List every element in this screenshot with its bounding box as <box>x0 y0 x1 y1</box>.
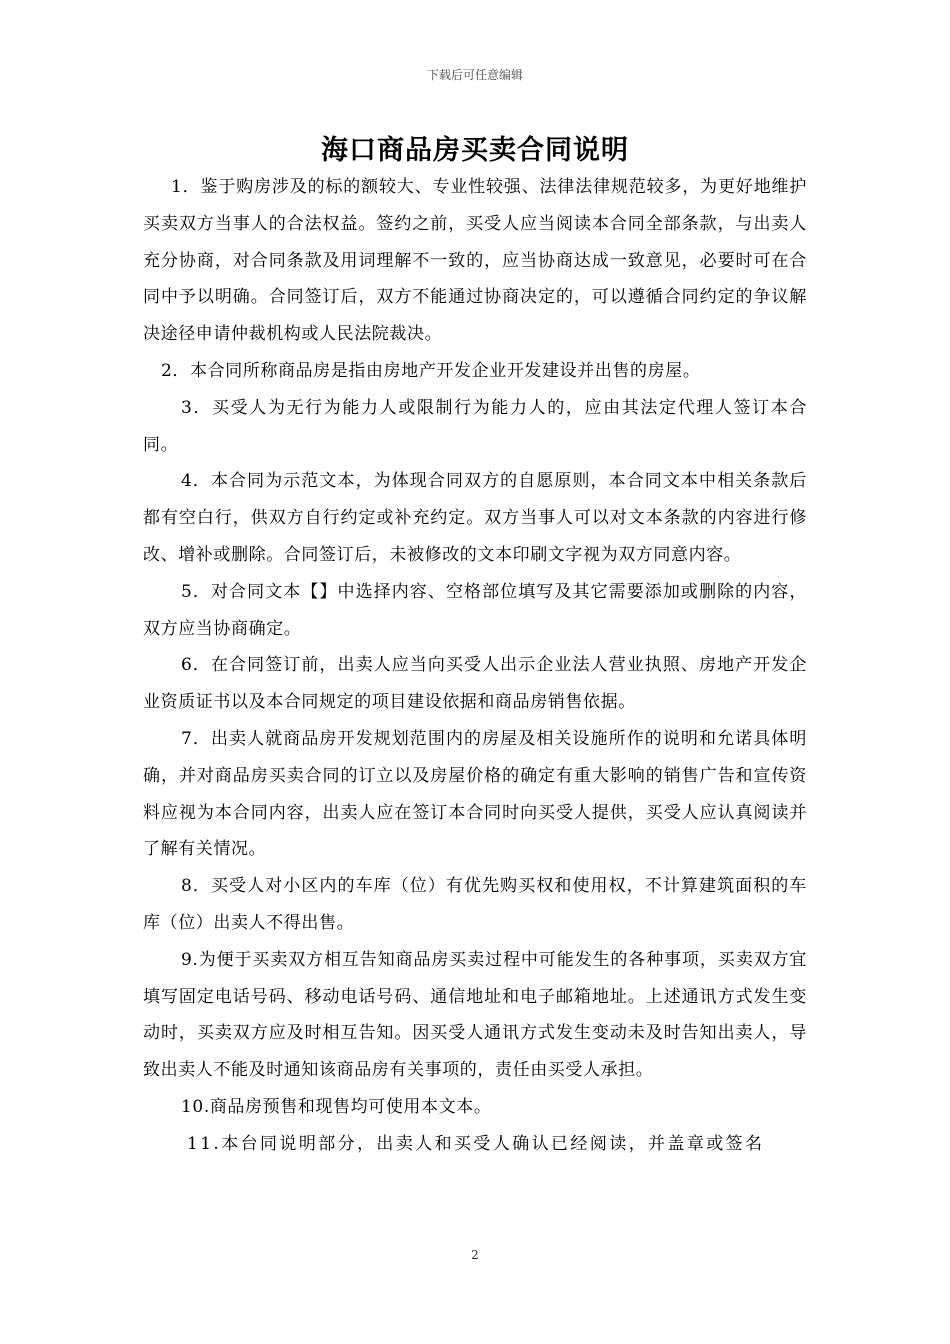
paragraph-5: 5．对合同文本【】中选择内容、空格部位填写及其它需要添加或删除的内容，双方应当协商确定。 <box>143 581 807 639</box>
page-number: 2 <box>471 1248 479 1262</box>
document-title: 海口商品房买卖合同说明 <box>321 135 629 166</box>
paragraph-8: 8．买受人对小区内的车库（位）有优先购买权和使用权，不计算建筑面积的车库（位）出卖人不得出售。 <box>143 876 807 933</box>
paragraph-10: 10.商品房预售和现售均可使用本文本。 <box>181 1096 492 1117</box>
paragraph-3: 3．买受人为无行为能力人或限制行为能力人的，应由其法定代理人签订本合同。 <box>143 397 807 455</box>
paragraph-11: 11.本台同说明部分，出卖人和买受人确认已经阅读，并盖章或签名 <box>187 1133 765 1154</box>
paragraph-1: 1．鉴于购房涉及的标的额较大、专业性较强、法律法律规范较多，为更好地维护买卖双方当事人的合法权益。签约之前，买受人应当阅读本合同全部条款，与出卖人充分协商，对合同条款及用词理解不一致的，应当协商达成一致意见，必要时可在合同中予以明确。合同签订后，双方不能通过协商决定的，可以遵循合同约定的争议解决途径申请仲裁机构或人民法院裁决。 <box>143 177 807 345</box>
paragraph-2: 2．本合同所称商品房是指由房地产开发企业开发建设并出售的房屋。 <box>161 360 701 381</box>
paragraph-9: 9.为便于买卖双方相互告知商品房买卖过程中可能发生的各种事项，买卖双方宜填写固定电话号码、移动电话号码、通信地址和电子邮箱地址。上述通讯方式发生变动时，买卖双方应及时相互告知。因买受人通讯方式发生变动未及时告知出卖人，导致出卖人不能及时通知该商品房有关事项的，责任由买受人承担。 <box>143 949 807 1081</box>
paragraph-7: 7．出卖人就商品房开发规划范围内的房屋及相关设施所作的说明和允诺具体明确，并对商品房买卖合同的订立以及房屋价格的确定有重大影响的销售广告和宣传资料应视为本合同内容，出卖人应在签订本合同时向买受人提供，买受人应认真阅读并了解有关情况。 <box>143 728 807 860</box>
document-body <box>143 169 807 1163</box>
paragraph-4: 4．本合同为示范文本，为体现合同双方的自愿原则，本合同文本中相关条款后都有空白行，供双方自行约定或补充约定。双方当事人可以对文本条款的内容进行修改、增补或删除。合同签订后，未被修改的文本印刷文字视为双方同意内容。 <box>143 471 807 565</box>
paragraph-6: 6．在合同签订前，出卖人应当向买受人出示企业法人营业执照、房地产开发企业资质证书以及本合同规定的项目建设依据和商品房销售依据。 <box>143 655 807 713</box>
page-header: 下载后可任意编辑 <box>426 68 523 82</box>
